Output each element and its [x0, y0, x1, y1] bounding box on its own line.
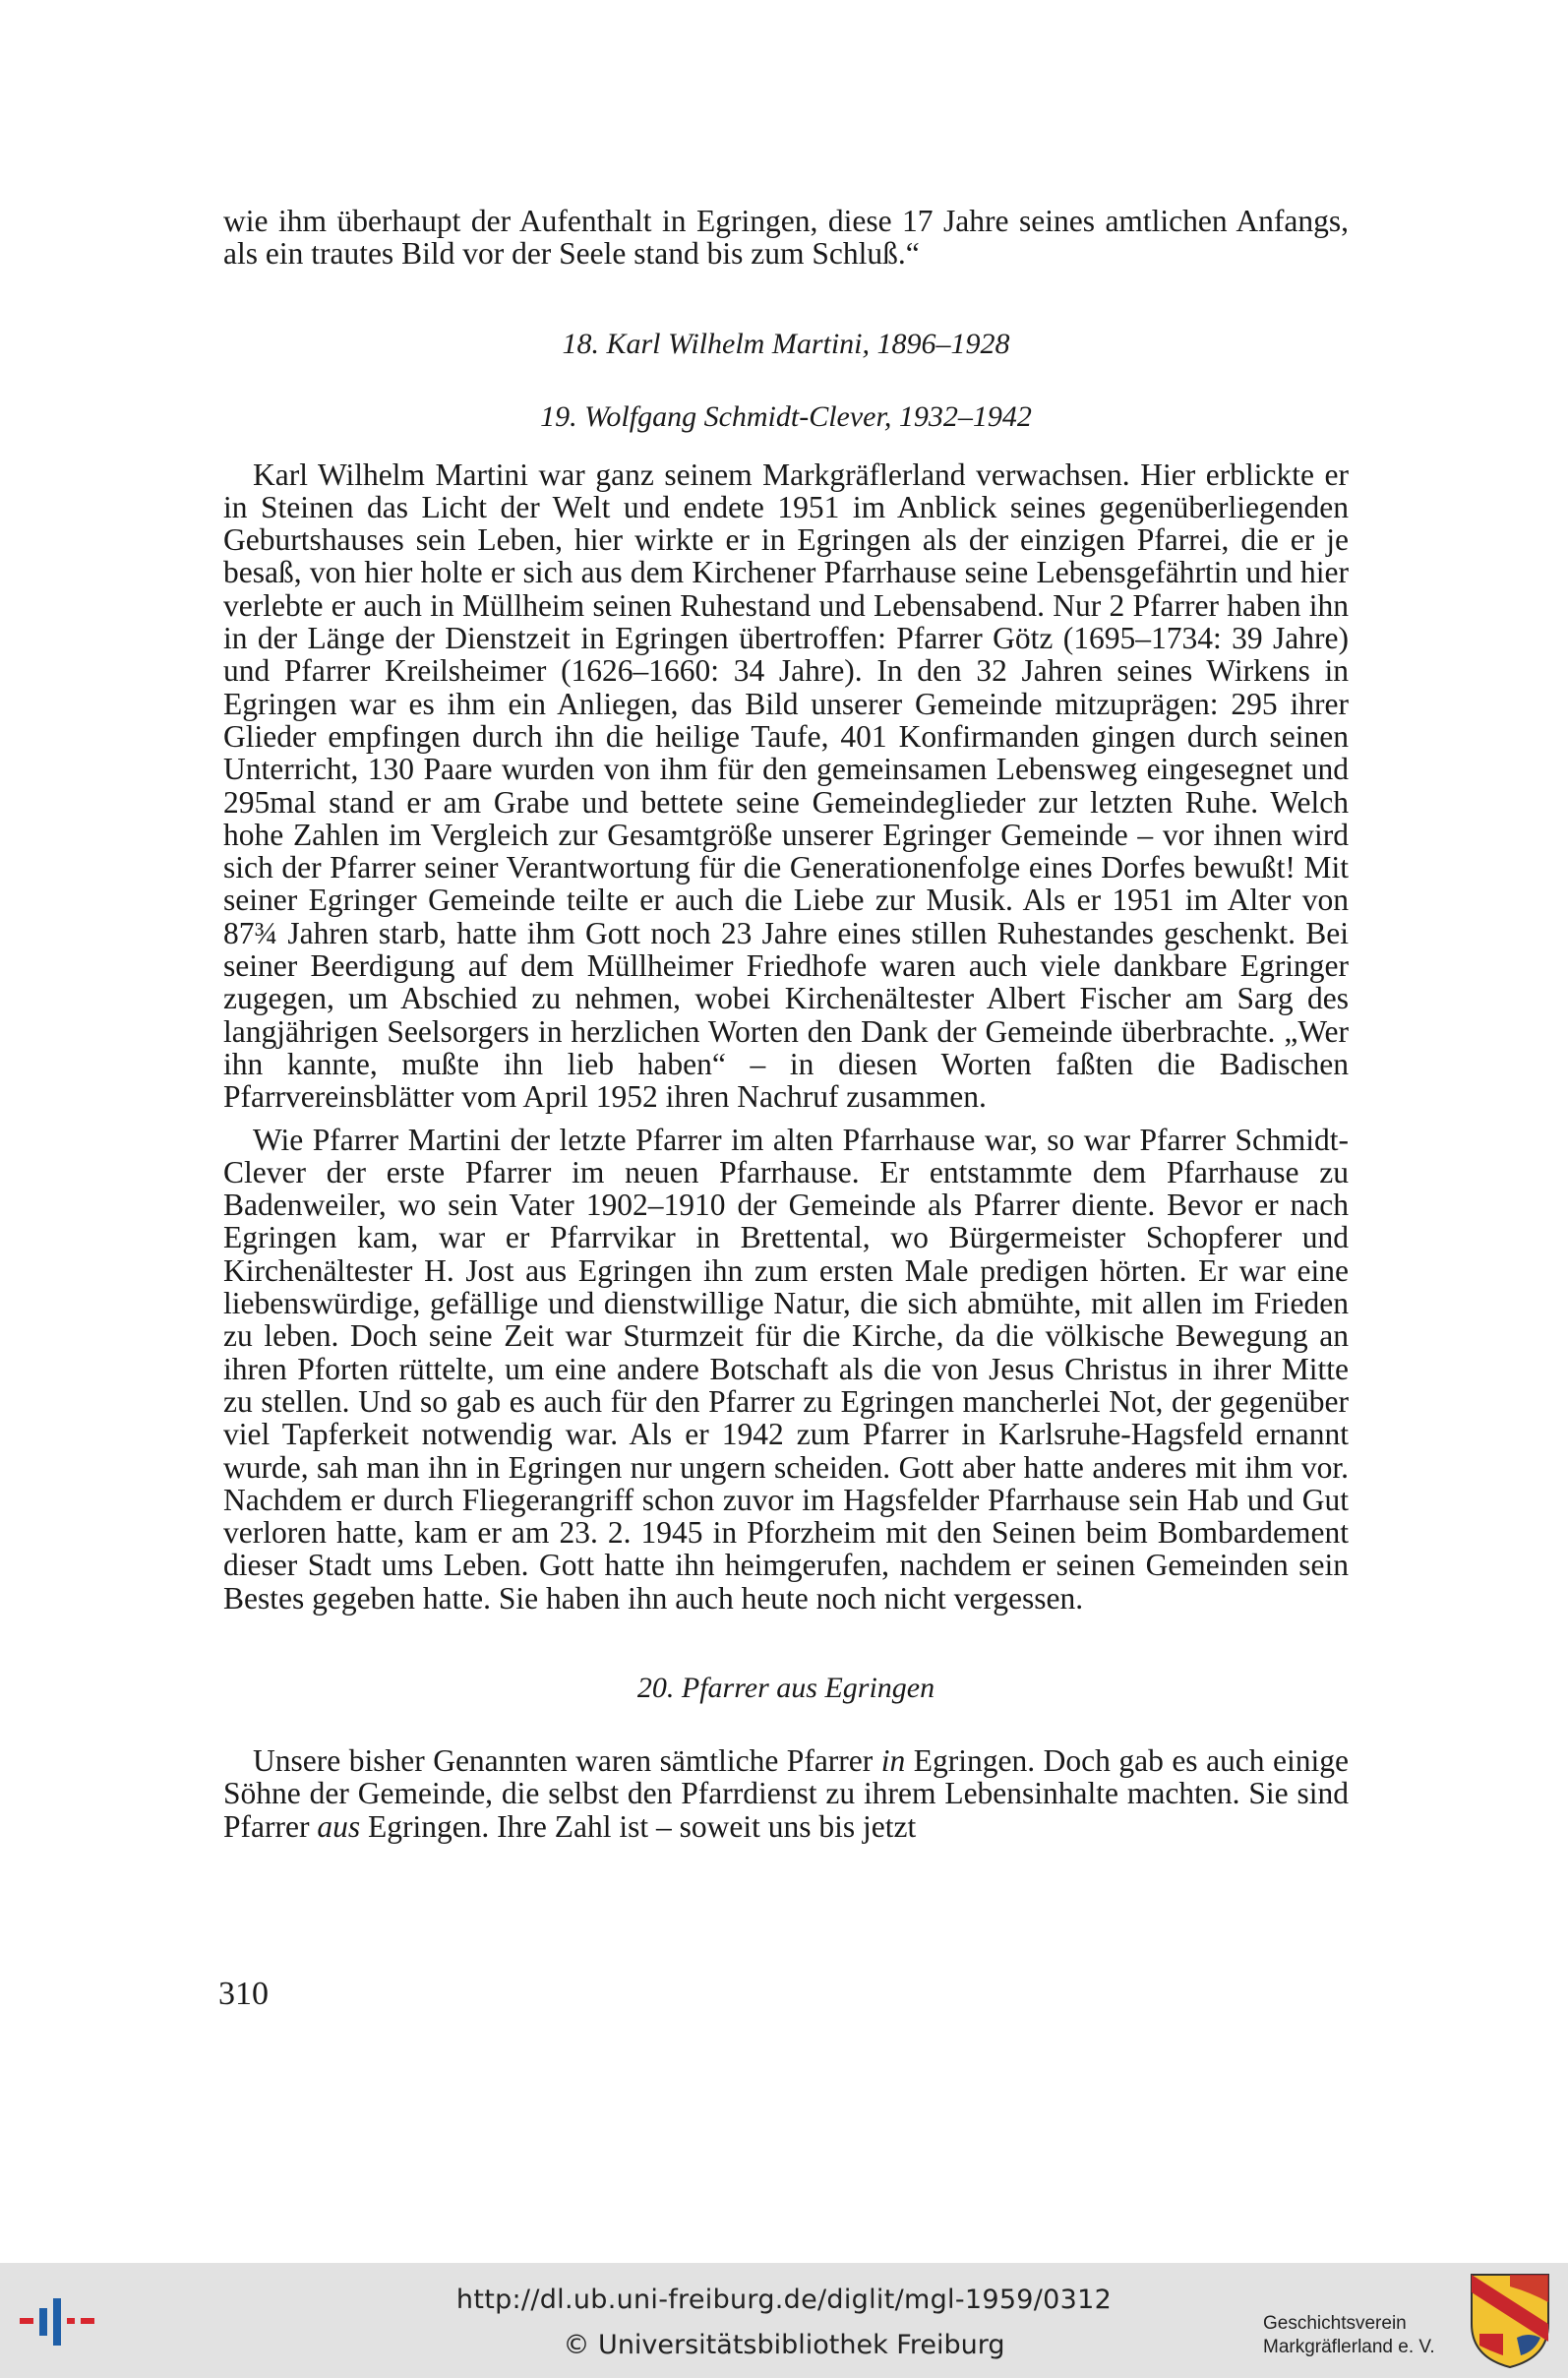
- text-run: Egringen. Doch gab es auch einige Söhne der Gemeinde, die selbst den Pfarrdienst zu ihrem Lebensinhalte machten. Sie sind Pfarrer: [223, 1742, 1349, 1844]
- text-run: Unsere bisher Genannten waren sämtliche Pfarrer: [253, 1742, 881, 1778]
- paragraph-martini: Karl Wilhelm Martini war ganz seinem Markgräflerland verwachsen. Hier erblickte er in Steinen das Licht der Welt und endete 1951 im Anblick seines gegenüberliegenden Geburtshauses sein Leben, hier wirkte er in Egringen als der einzigen Pfarrei, die er je besaß, von hier holte er sich aus dem Kirchener Pfarrhause seine Lebensgefährtin und hier verlebte er auch in Müllheim seinen Ruhestand und Lebensabend. Nur 2 Pfarrer haben ihn in der Länge der Dienstzeit in Egringen übertroffen: Pfarrer Götz (1695–1734: 39 Jahre) und Pfarrer Kreilsheimer (1626–1660: 34 Jahre). In den 32 Jahren seines Wirkens in Egringen war es ihm ein Anliegen, das Bild unserer Gemeinde mitzuprägen: 295 ihrer Glieder empfingen durch ihn die heilige Taufe, 401 Konfirmanden gingen durch seinen Unterricht, 130 Paare wurden von ihm für den gemeinsamen Lebensweg eingesegnet und 295mal stand er am Grabe und bettete seine Gemeindeglieder zur letzten Ruhe. Welch hohe Zahlen im Vergleich zur Gesamtgröße unserer Egringer Gemeinde – vor ihnen wird sich der Pfarrer seiner Verantwortung für die Generationenfolge eines Dorfes bewußt! Mit seiner Egringer Gemeinde teilte er auch die Liebe zur Musik. Als er 1951 im Alter von 87¾ Jahren starb, hatte ihm Gott noch 23 Jahre eines stillen Ruhestandes geschenkt. Bei seiner Beerdigung auf dem Müllheimer Friedhofe waren auch viele dankbare Egringer zugegen, um Abschied zu nehmen, wobei Kirchenältester Albert Fischer am Sarg des langjährigen Seelsorgers in herzlichen Worten den Dank der Gemeinde überbrachte. „Wer ihn kannte, mußte ihn lieb haben“ – in diesen Worten faßten die Badischen Pfarrvereinsblätter vom April 1952 ihren Nachruf zusammen.: [223, 457, 1349, 1115]
- paragraph-pfarrer-aus: [223, 1744, 1349, 1843]
- paragraph-schmidt-clever: Wie Pfarrer Martini der letzte Pfarrer im alten Pfarrhause war, so war Pfarrer Schmidt-Clever der erste Pfarrer im neuen Pfarrhause. Er entstammte dem Pfarrhause zu Badenweiler, wo sein Vater 1902–1910 der Gemeinde als Pfarrer diente. Bevor er nach Egringen kam, war er Pfarrvikar in Brettental, wo Bürgermeister Schopferer und Kirchenältester H. Jost aus Egringen ihn zum ersten Male predigen hörten. Er war eine liebenswürdige, gefällige und dienstwillige Natur, die sich abmühte, mit allen im Frieden zu leben. Doch seine Zeit war Sturmzeit für die Kirche, da die völkische Bewegung an ihren Pforten rüttelte, um eine andere Botschaft als die von Jesus Christus in ihrer Mitte zu stellen. Und so gab es auch für den Pfarrer zu Egringen mancherlei Not, der gegenüber viel Tapferkeit notwendig war. Als er 1942 zum Pfarrer in Karlsruhe-Hagsfeld ernannt wurde, sah man ihn in Egringen nur ungern scheiden. Gott aber hatte anderes mit ihm vor. Nachdem er durch Fliegerangriff schon zuvor im Hagsfelder Pfarrhause sein Hab und Gut verloren hatte, kam er am 23. 2. 1945 in Pforzheim mit den Seinen beim Bombardement dieser Stadt ums Leben. Gott hatte ihn heimgerufen, nachdem er seinen Gemeinden sein Bestes gegeben hatte. Sie haben ihn auch heute noch nicht vergessen.: [223, 1122, 1349, 1616]
- emphasis-in: in: [880, 1742, 906, 1778]
- text-run: Egringen. Ihre Zahl ist – soweit uns bis jetzt: [360, 1808, 917, 1844]
- copyright-text: © Universitätsbibliothek Freiburg: [563, 2330, 1005, 2360]
- heading-schmidt-clever: 19. Wolfgang Schmidt-Clever, 1932–1942: [540, 399, 1032, 433]
- coat-of-arms-icon: [1470, 2273, 1550, 2369]
- paragraph-continuation: wie ihm überhaupt der Aufenthalt in Egringen, diese 17 Jahre seines amtlichen Anfangs, als ein trautes Bild vor der Seele stand bis zum Schluß.“: [223, 204, 1349, 272]
- heading-pfarrer-aus-egringen: 20. Pfarrer aus Egringen: [636, 1671, 935, 1704]
- source-url-link[interactable]: http://dl.ub.uni-freiburg.de/diglit/mgl-1959/0312: [455, 2285, 1113, 2315]
- footer-bar: [0, 2263, 1568, 2378]
- page-content: [223, 205, 1349, 1843]
- emphasis-aus: aus: [317, 1808, 361, 1844]
- society-line-1: Geschichtsverein: [1263, 2313, 1407, 2334]
- society-name: [1263, 2312, 1435, 2359]
- heading-martini: 18. Karl Wilhelm Martini, 1896–1928: [562, 327, 1010, 360]
- page-number: 310: [218, 1976, 269, 2012]
- society-line-2: Markgräflerland e. V.: [1263, 2337, 1435, 2357]
